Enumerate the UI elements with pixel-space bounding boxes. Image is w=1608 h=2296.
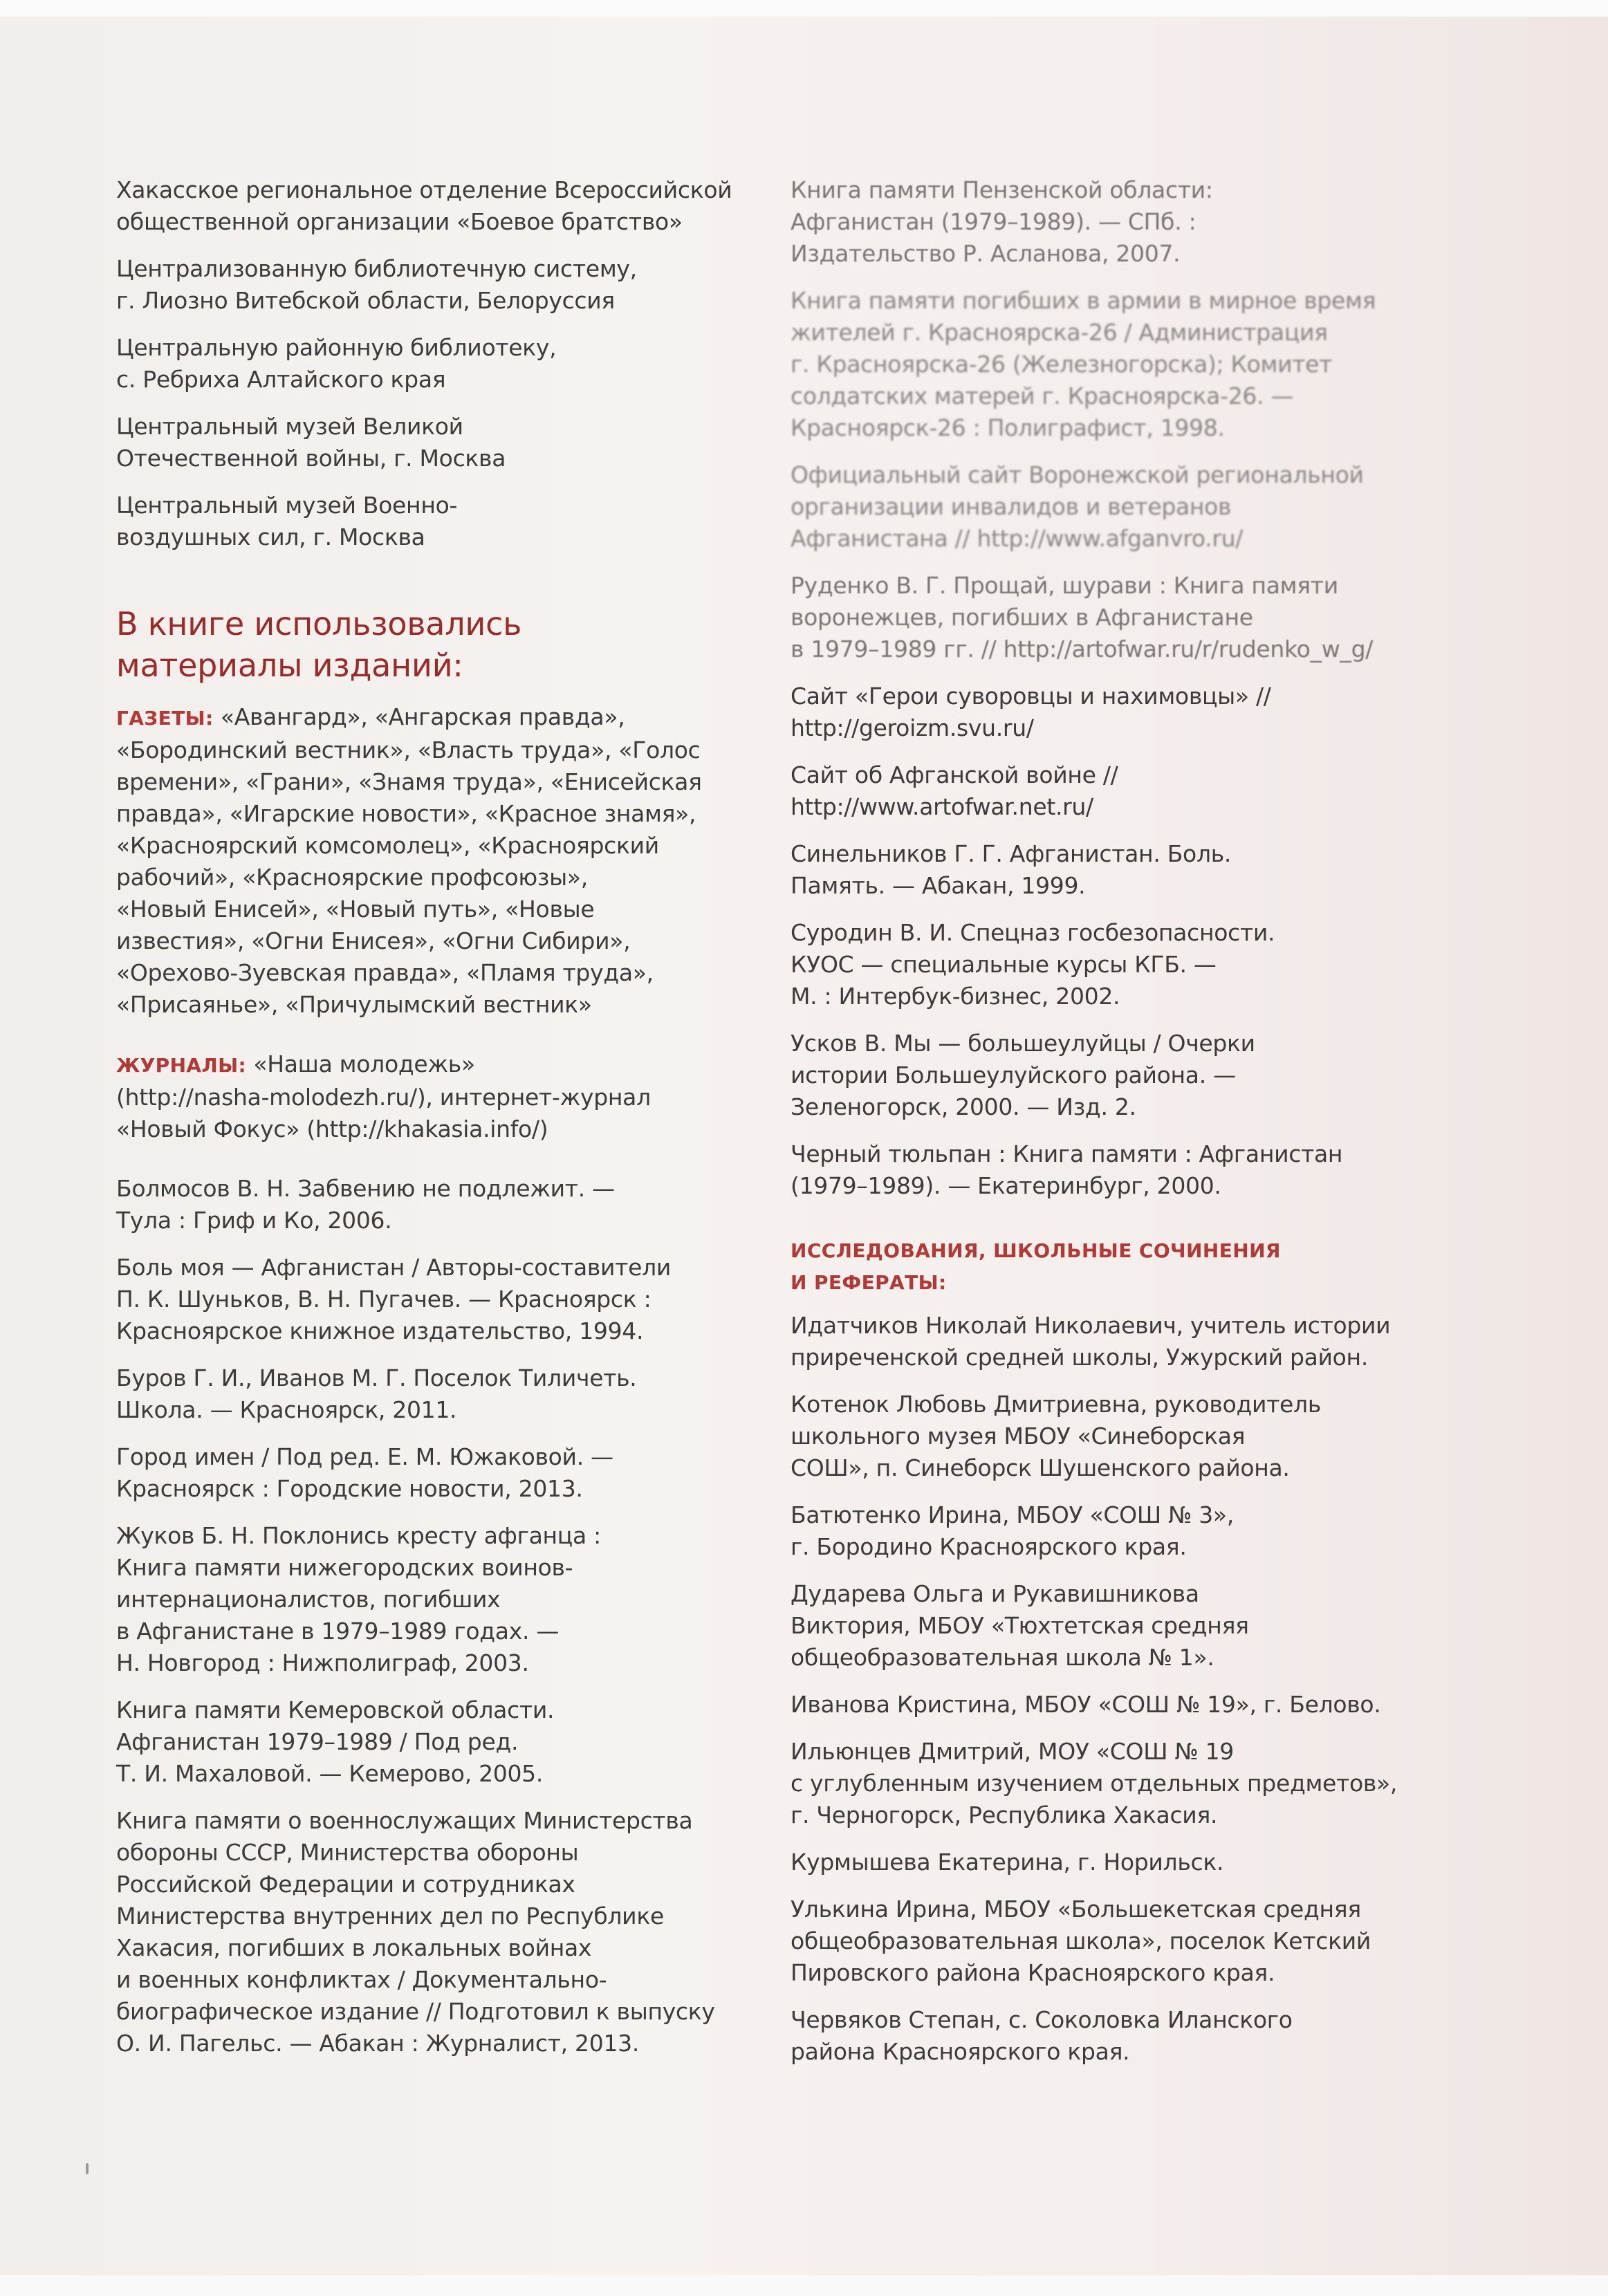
source-entry: Синельников Г. Г. Афганистан. Боль. Память. — Абакан, 1999. <box>791 840 1232 899</box>
book-entry: Город имен / Под ред. Е. М. Южаковой. — Красноярск : Городские новости, 2013. <box>116 1443 613 1502</box>
book-entry: Книга памяти Кемеровской области. Афганистан 1979–1989 / Под ред. Т. И. Махаловой. — Кемерово, 2005. <box>116 1696 555 1787</box>
source-entry: Черный тюльпан : Книга памяти : Афганистан (1979–1989). — Екатеринбург, 2000. <box>791 1140 1343 1199</box>
research-entry: Курмышева Екатерина, г. Норильск. <box>791 1849 1224 1876</box>
research-entry: Батютенко Ирина, МБОУ «СОШ № 3», г. Бородино Красноярского края. <box>791 1501 1234 1560</box>
left-column <box>116 174 766 2075</box>
research-entry: Улькина Ирина, МБОУ «Большекетская средняя общеобразовательная школа», поселок Кетский Пировского района Красноярского края. <box>791 1896 1371 1986</box>
research-entry: Дударева Ольга и Рукавишникова Виктория, МБОУ «Тюхтетская средняя общеобразовательная школа № 1». <box>791 1580 1249 1671</box>
thanks-entry: Хакасское региональное отделение Всероссийской общественной организации «Боевое братство» <box>116 176 732 235</box>
sources-heading: В книге использовались материалы изданий: <box>116 605 522 684</box>
thanks-entry: Центральную районную библиотеку, с. Ребриха Алтайского края <box>116 334 557 393</box>
source-entry: Руденко В. Г. Прощай, шурави : Книга памяти воронежцев, погибших в Афганистане в 1979–1989 гг. // http://artofwar.ru/r/rudenko_w_g/ <box>791 572 1374 663</box>
book-entry: Книга памяти о военнослужащих Министерства обороны СССР, Министерства обороны Российской Федерации и сотрудниках Министерства внутренних дел по Республике Хакасия, погибших в локальных войнах и военных конфликтах / Документально- биографическое издание // Подготовил к выпуску О. И. Пагельс. — Абакан : Журналист, 2013. <box>116 1807 715 2057</box>
journals-list: «Наша молодежь» (http://nasha-molodezh.ru/), интернет-журнал «Новый Фокус» (http://khakasia.info/) <box>116 1050 651 1142</box>
research-entry: Котенок Любовь Дмитриевна, руководитель школьного музея МБОУ «Синеборская СОШ», п. Синеборск Шушенского района. <box>791 1391 1321 1481</box>
journals-label: ЖУРНАЛЫ: <box>116 1054 247 1077</box>
research-heading: ИССЛЕДОВАНИЯ, ШКОЛЬНЫЕ СОЧИНЕНИЯ И РЕФЕРАТЫ: <box>791 1239 1281 1294</box>
book-entry: Буров Г. И., Иванов М. Г. Поселок Тиличеть. Школа. — Красноярск, 2011. <box>116 1364 637 1423</box>
research-entry: Идатчиков Николай Николаевич, учитель истории приреченской средней школы, Ужурский район. <box>791 1312 1391 1371</box>
research-entry: Червяков Степан, с. Соколовка Иланского района Красноярского края. <box>791 2006 1293 2065</box>
scan-edge-top <box>0 0 1608 17</box>
source-entry: Усков В. Мы — большеулуйцы / Очерки истории Большеулуйского района. — Зеленогорск, 2000. — Изд. 2. <box>791 1030 1255 1120</box>
newspapers-list: «Авангард», «Ангарская правда», «Бородинский вестник», «Власть труда», «Голос времени», «Грани», «Знамя труда», «Енисейская правда», «Игарские новости», «Красное знамя», «Красноярский комсомолец», «Красноярский рабочий», «Красноярские профсоюзы», «Новый Енисей», «Новый путь», «Новые известия», «Огни Енисея», «Огни Сибири», «Орехово-Зуевская правда», «Пламя труда», «Присаянье», «Причулымский вестник» <box>116 703 702 1018</box>
journals-paragraph <box>116 1048 766 1145</box>
newspapers-paragraph <box>116 701 766 1021</box>
book-entry: Боль моя — Афганистан / Авторы-составители П. К. Шуньков, В. Н. Пугачев. — Красноярск : Красноярское книжное издательство, 1994. <box>116 1254 672 1344</box>
source-entry: Сайт «Герои суворовцы и нахимовцы» // http://geroizm.svu.ru/ <box>791 683 1271 741</box>
research-entry: Ильюнцев Дмитрий, МОУ «СОШ № 19 с углубленным изучением отдельных предметов», г. Черногорск, Республика Хакасия. <box>791 1738 1398 1829</box>
source-entry: Сайт об Афганской войне // http://www.artofwar.net.ru/ <box>791 761 1118 820</box>
scan-speck <box>86 2163 89 2174</box>
source-entry: Книга памяти Пензенской области: Афганистан (1979–1989). — СПб. : Издательство Р. Асланова, 2007. <box>791 176 1213 267</box>
source-entry: Книга памяти погибших в армии в мирное время жителей г. Красноярска-26 / Администрация г. Красноярска-26 (Железногорска); Комитет солдатских матерей г. Красноярска-26. — Красноярск-26 : Полиграфист, 1998. <box>791 287 1376 441</box>
thanks-entry: Центральный музей Военно- воздушных сил, г. Москва <box>116 492 458 550</box>
source-entry: Суродин В. И. Спецназ госбезопасности. КУОС — специальные курсы КГБ. — М. : Интербук-бизнес, 2002. <box>791 919 1275 1010</box>
thanks-entry: Централизованную библиотечную систему, г. Лиозно Витебской области, Белоруссия <box>116 255 637 314</box>
book-entry: Жуков Б. Н. Поклонись кресту афганца : Книга памяти нижегородских воинов- интернационалистов, погибших в Афганистане в 1979–1989 годах. — Н. Новгород : Нижполиграф, 2003. <box>116 1522 601 1676</box>
thanks-entry: Центральный музей Великой Отечественной войны, г. Москва <box>116 413 506 472</box>
research-entry: Иванова Кристина, МБОУ «СОШ № 19», г. Белово. <box>791 1691 1381 1718</box>
source-entry: Официальный сайт Воронежской региональной организации инвалидов и ветеранов Афганистана // http://www.afganvro.ru/ <box>791 461 1364 552</box>
newspapers-label: ГАЗЕТЫ: <box>116 707 214 730</box>
scan-edge-bottom <box>0 2275 1608 2296</box>
book-entry: Болмосов В. Н. Забвению не подлежит. — Тула : Гриф и Ко, 2006. <box>116 1175 615 1234</box>
right-column <box>791 174 1482 2083</box>
